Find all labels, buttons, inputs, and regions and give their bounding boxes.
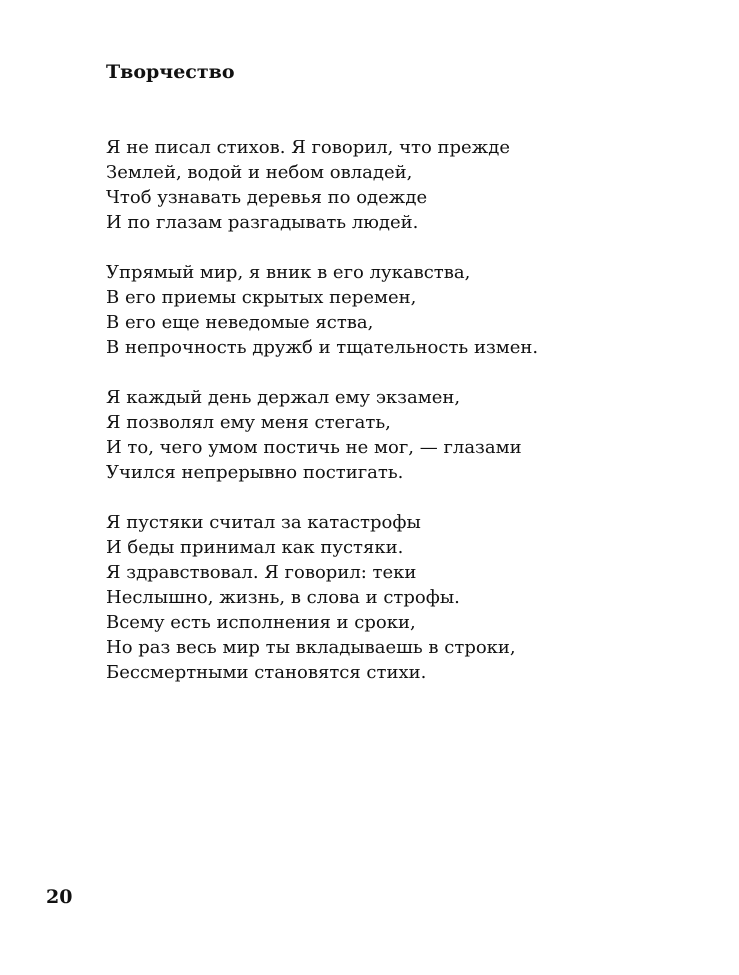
page-number: 20 <box>46 886 73 908</box>
poem-line: И то, чего умом постичь не мог, — глазами <box>106 437 522 458</box>
poem-line: В его приемы скрытых перемен, <box>106 287 417 308</box>
poem-line: В непрочность дружб и тщательность измен. <box>106 337 539 358</box>
stanza-4 <box>106 510 706 685</box>
poem-title: Творчество <box>106 61 235 83</box>
poem-line: Я каждый день держал ему экзамен, <box>106 387 461 408</box>
poem-line: И по глазам разгадывать людей. <box>106 212 419 233</box>
poem-line: Неслышно, жизнь, в слова и строфы. <box>106 587 460 608</box>
poem-line: В его еще неведомые яства, <box>106 312 374 333</box>
poem-line: Но раз весь мир ты вкладываешь в строки, <box>106 637 516 658</box>
poem-line: И беды принимал как пустяки. <box>106 537 404 558</box>
poem-line: Я здравствовал. Я говорил: теки <box>106 562 417 583</box>
poem-line: Я не писал стихов. Я говорил, что прежде <box>106 137 510 158</box>
poem-line: Чтоб узнавать деревья по одежде <box>106 187 428 208</box>
stanza-2 <box>106 260 706 360</box>
poem-line: Упрямый мир, я вник в его лукавства, <box>106 262 471 283</box>
stanza-1 <box>106 135 706 235</box>
poem-line: Бессмертными становятся стихи. <box>106 662 427 683</box>
poem-line: Я позволял ему меня стегать, <box>106 412 391 433</box>
poem-body <box>106 135 706 710</box>
stanza-3 <box>106 385 706 485</box>
poem-line: Учился непрерывно постигать. <box>106 462 404 483</box>
poem-line: Всему есть исполнения и сроки, <box>106 612 416 633</box>
poem-line: Землей, водой и небом овладей, <box>106 162 413 183</box>
poem-line: Я пустяки считал за катастрофы <box>106 512 421 533</box>
